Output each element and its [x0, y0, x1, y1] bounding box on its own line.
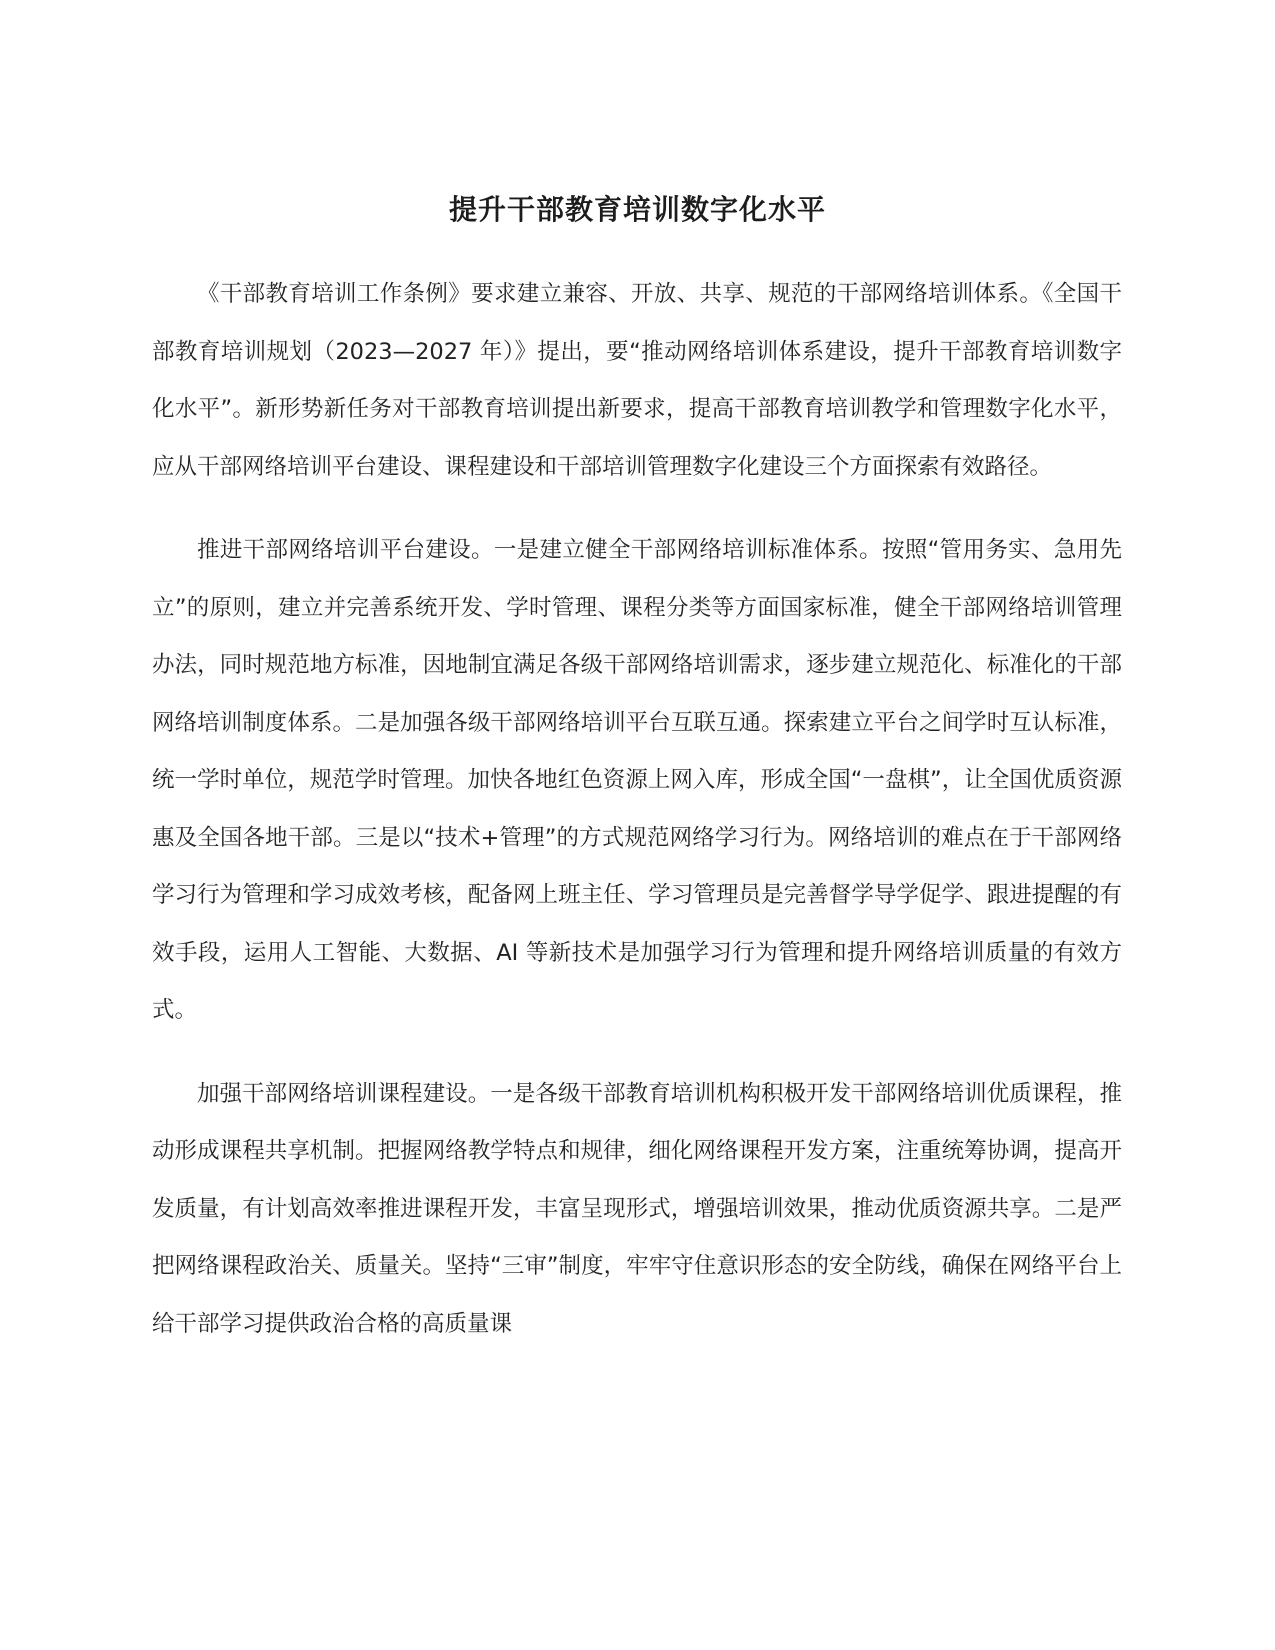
paragraph-intro: 《干部教育培训工作条例》要求建立兼容、开放、共享、规范的干部网络培训体系。《全国干部教育培训规划（2023—2027 年）》提出，要“推动网络培训体系建设，提升干部教育培训数字化水平”。新形势新任务对干部教育培训提出新要求，提高干部教育培训教学和管理数字化水平，应从干部网络培训平台建设、课程建设和干部培训管理数字化建设三个方面探索有效路径。: [152, 281, 1122, 480]
document-title: 提升干部教育培训数字化水平: [448, 193, 826, 226]
paragraph-platform-construction: 推进干部网络培训平台建设。一是建立健全干部网络培训标准体系。按照“管用务实、急用先立”的原则，建立并完善系统开发、学时管理、课程分类等方面国家标准，健全干部网络培训管理办法，同时规范地方标准，因地制宜满足各级干部网络培训需求，逐步建立规范化、标准化的干部网络培训制度体系。二是加强各级干部网络培训平台互联互通。探索建立平台之间学时互认标准，统一学时单位，规范学时管理。加快各地红色资源上网入库，形成全国“一盘棋”，让全国优质资源惠及全国各地干部。三是以“技术+管理”的方式规范网络学习行为。网络培训的难点在于干部网络学习行为管理和学习成效考核，配备网上班主任、学习管理员是完善督学导学促学、跟进提醒的有效手段，运用人工智能、大数据、AI 等新技术是加强学习行为管理和提升网络培训质量的有效方式。: [152, 537, 1122, 1023]
document-body: [152, 266, 1122, 1379]
paragraph-course-construction: 加强干部网络培训课程建设。一是各级干部教育培训机构积极开发干部网络培训优质课程，推动形成课程共享机制。把握网络教学特点和规律，细化网络课程开发方案，注重统筹协调，提高开发质量，有计划高效率推进课程开发，丰富呈现形式，增强培训效果，推动优质资源共享。二是严把网络课程政治关、质量关。坚持“三审”制度，牢牢守住意识形态的安全防线，确保在网络平台上给干部学习提供政治合格的高质量课: [152, 1080, 1122, 1337]
